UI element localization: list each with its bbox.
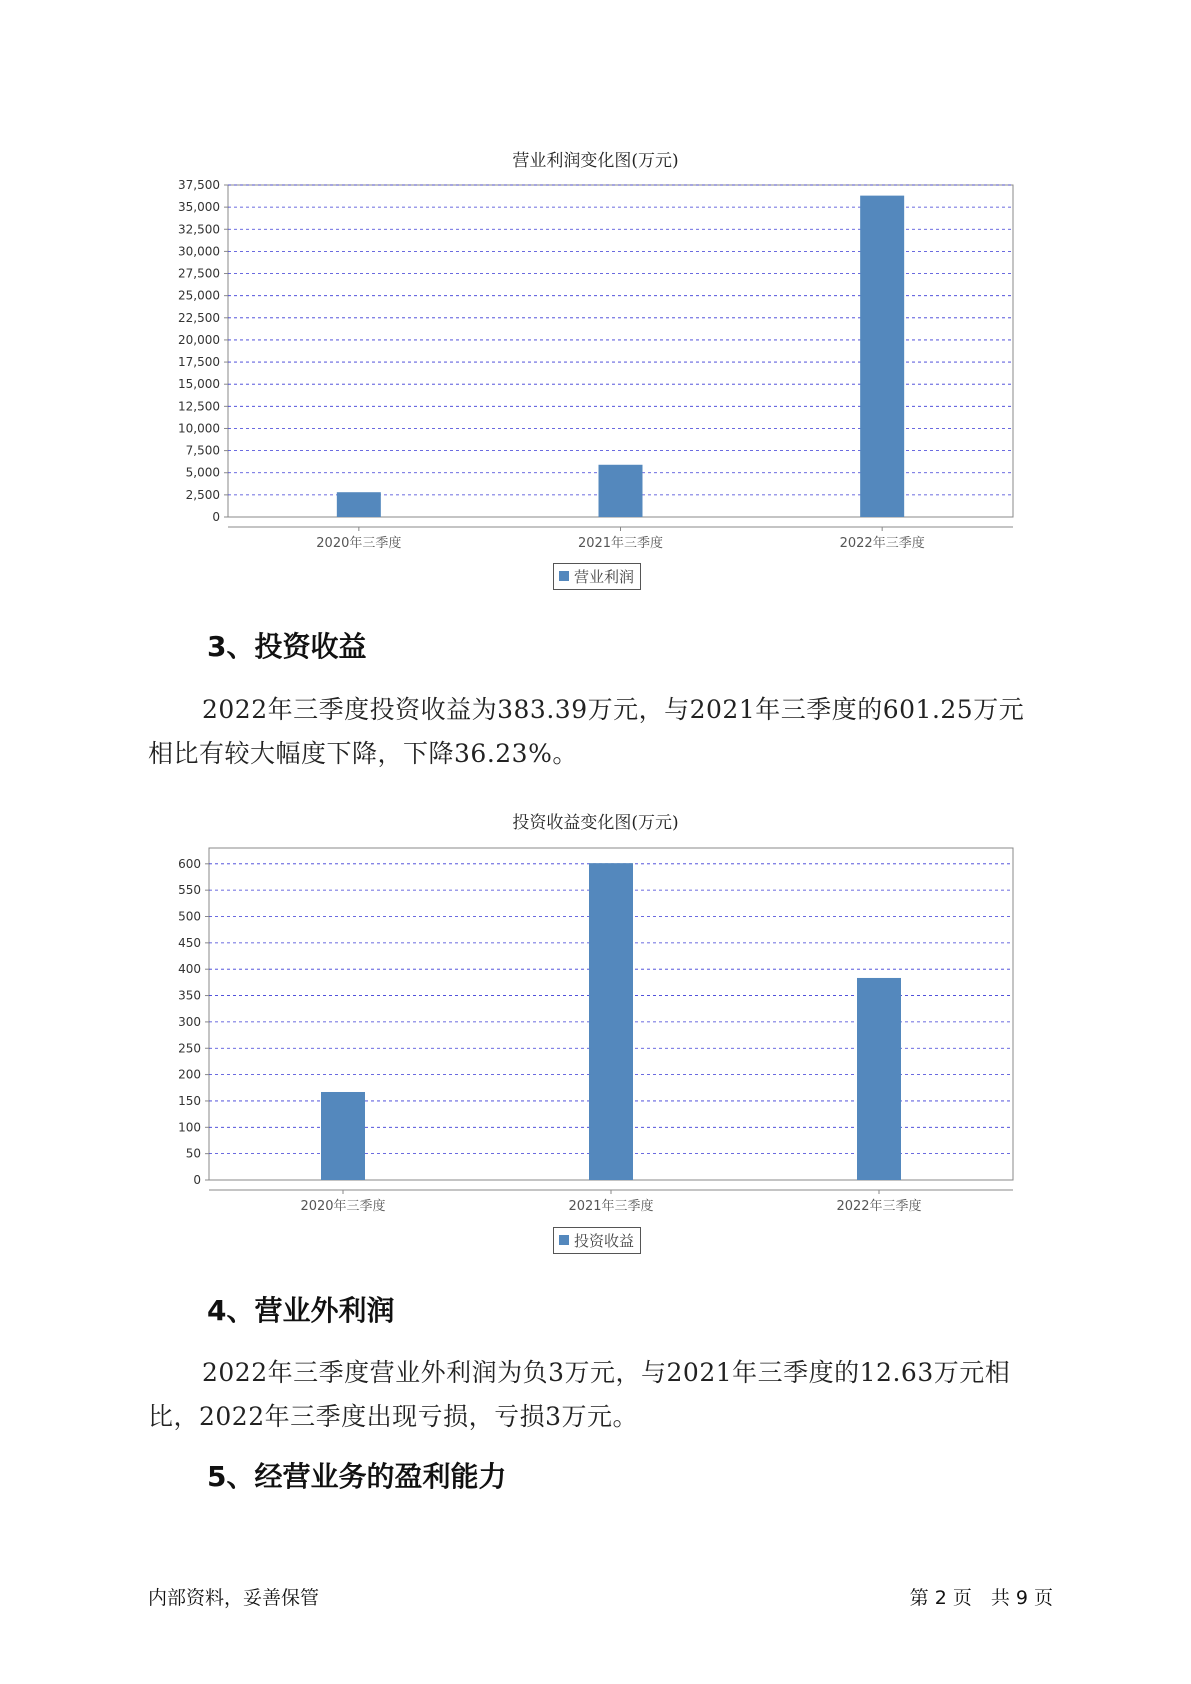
- y-tick-label: 22,500: [178, 310, 220, 325]
- y-tick-label: 30,000: [178, 244, 220, 259]
- y-tick-label: 12,500: [178, 399, 220, 414]
- section-4-line1: 2022年三季度营业外利润为负3万元，与2021年三季度的12.63万元相: [202, 1358, 1011, 1387]
- y-tick-label: 20,000: [178, 332, 220, 347]
- y-tick-label: 0: [193, 1173, 201, 1187]
- x-tick-label: 2021年三季度: [577, 536, 664, 551]
- y-tick-label: 35,000: [178, 200, 220, 215]
- chart2-legend: [553, 1227, 641, 1254]
- x-tick-label: 2020年三季度: [316, 536, 402, 551]
- y-tick-label: 7,500: [185, 443, 220, 458]
- y-tick-label: 50: [185, 1146, 201, 1161]
- y-tick-label: 27,500: [178, 266, 220, 281]
- bar: [321, 1092, 365, 1180]
- chart2-title: 投资收益变化图(万元): [512, 813, 679, 833]
- y-tick-label: 350: [178, 988, 201, 1003]
- y-tick-label: 100: [178, 1120, 201, 1135]
- section-3-line1: 2022年三季度投资收益为383.39万元，与2021年三季度的601.25万元: [202, 695, 1025, 724]
- x-tick-label: 2022年三季度: [839, 536, 925, 551]
- y-tick-label: 500: [178, 909, 201, 924]
- section-3-heading: 3、投资收益: [207, 630, 367, 663]
- bar: [857, 978, 901, 1180]
- y-tick-label: 300: [178, 1014, 201, 1029]
- y-tick-label: 600: [178, 856, 201, 871]
- y-tick-label: 10,000: [178, 421, 220, 436]
- y-tick-label: 150: [178, 1093, 201, 1108]
- section-5-heading: 5、经营业务的盈利能力: [207, 1460, 507, 1493]
- y-tick-label: 17,500: [178, 355, 220, 370]
- bar: [589, 863, 633, 1180]
- section-4-heading: 4、营业外利润: [207, 1294, 395, 1327]
- footer-page-number: 第 2 页 共 9 页: [909, 1587, 1053, 1609]
- y-tick-label: 37,500: [178, 178, 220, 192]
- x-tick-label: 2021年三季度: [568, 1199, 654, 1214]
- section-4-paragraph: [148, 1351, 1048, 1439]
- section-4-line2: 比，2022年三季度出现亏损，亏损3万元。: [148, 1402, 639, 1431]
- section-3-line2: 相比有较大幅度下降，下降36.23%。: [148, 739, 578, 768]
- chart2-legend-label: 投资收益: [574, 1232, 635, 1250]
- x-tick-label: 2022年三季度: [836, 1199, 922, 1214]
- y-tick-label: 2,500: [185, 487, 220, 502]
- y-tick-label: 200: [178, 1067, 201, 1082]
- y-tick-label: 0: [212, 510, 220, 524]
- y-tick-label: 32,500: [178, 222, 220, 237]
- footer-confidential: 内部资料，妥善保管: [148, 1587, 320, 1609]
- x-tick-label: 2020年三季度: [300, 1199, 386, 1214]
- y-tick-label: 400: [178, 962, 201, 977]
- chart1-title: 营业利润变化图(万元): [512, 151, 679, 171]
- y-tick-label: 550: [178, 883, 201, 898]
- legend-swatch: [559, 1235, 569, 1245]
- y-tick-label: 5,000: [185, 465, 220, 480]
- y-tick-label: 250: [178, 1041, 201, 1056]
- chart1-legend-label: 营业利润: [574, 568, 635, 586]
- y-tick-label: 450: [178, 935, 201, 950]
- y-tick-label: 15,000: [178, 377, 220, 392]
- y-tick-label: 25,000: [178, 288, 220, 303]
